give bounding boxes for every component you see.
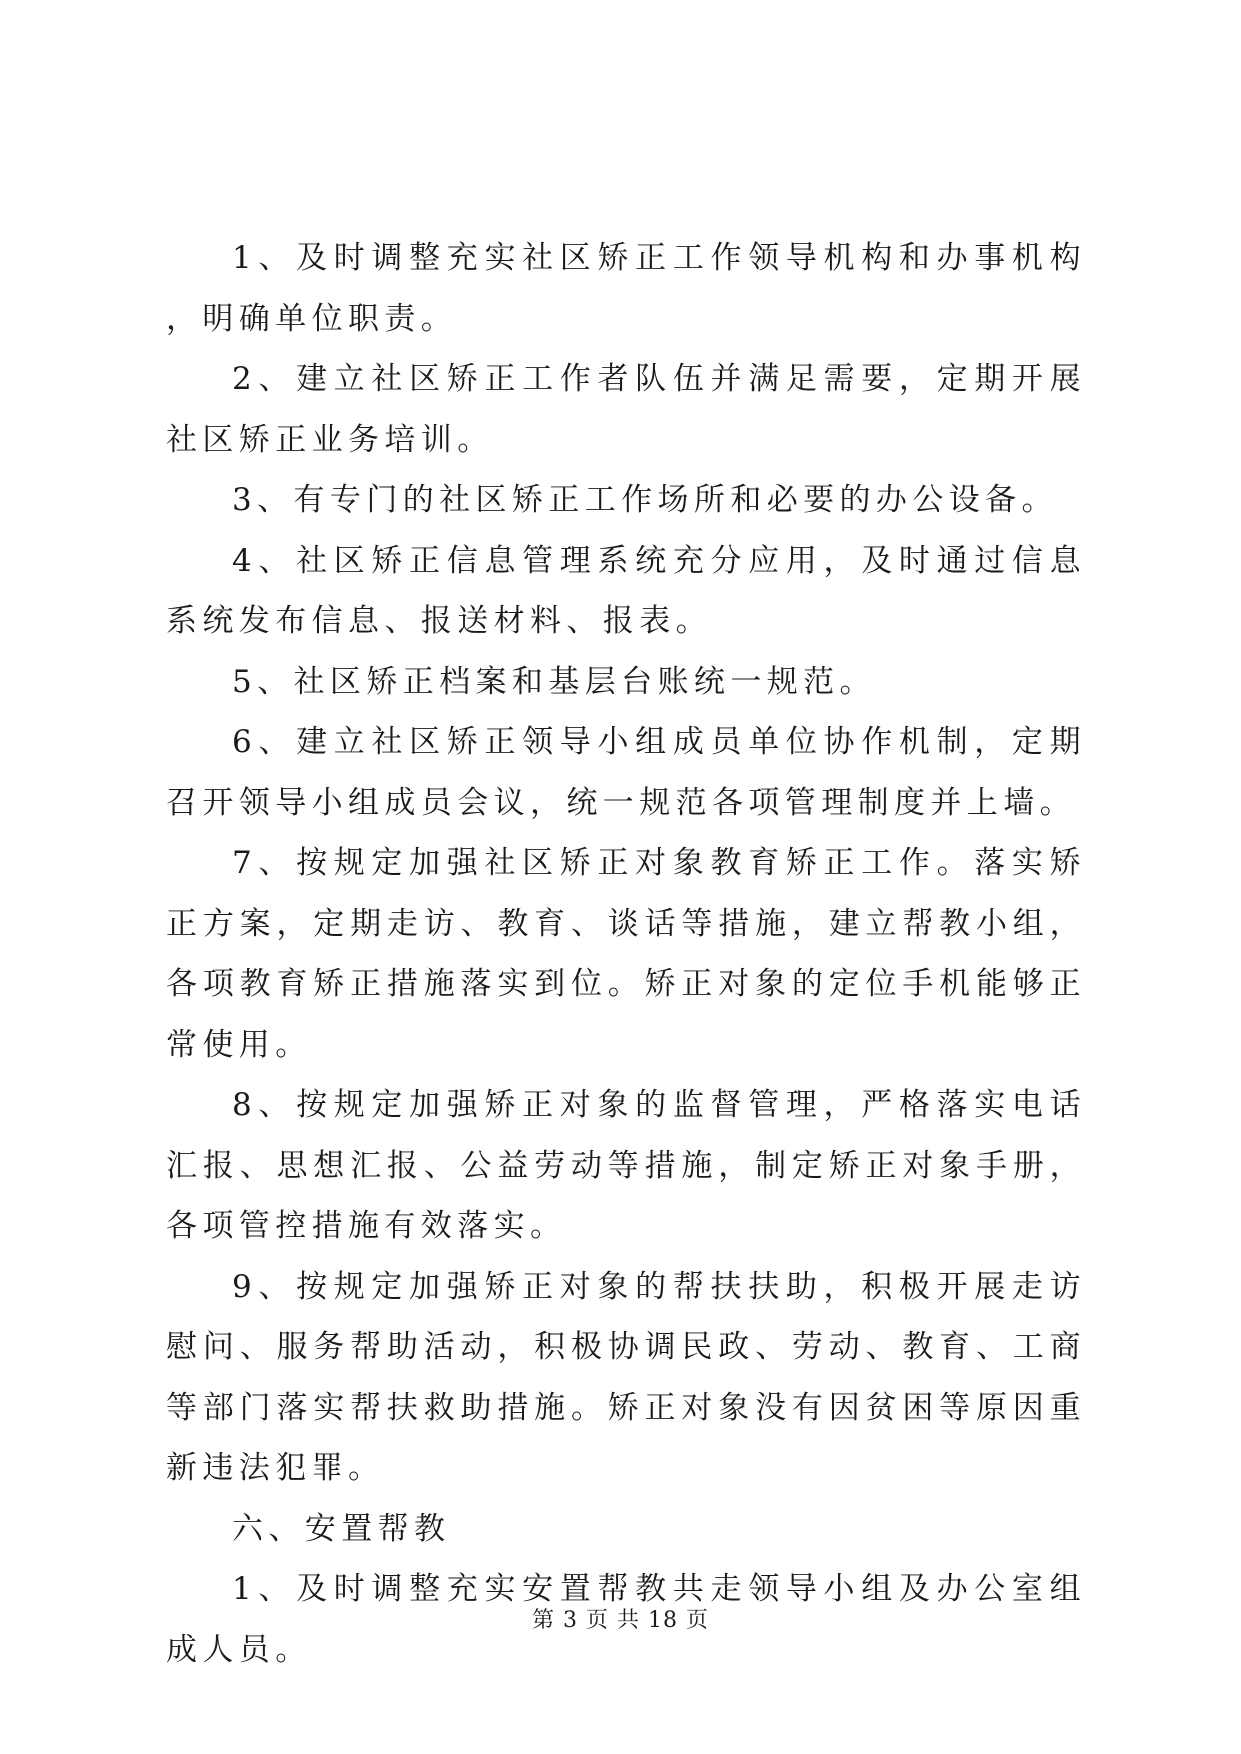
paragraph-item-4: 4、社区矫正信息管理系统充分应用，及时通过信息系统发布信息、报送材料、报表。 xyxy=(166,542,1086,639)
paragraph-item-8: 8、按规定加强矫正对象的监督管理，严格落实电话汇报、思想汇报、公益劳动等措施，制定矫正对象手册，各项管控措施有效落实。 xyxy=(166,1087,1086,1244)
page-footer: 第 3 页 共 18 页 xyxy=(532,1608,709,1633)
paragraph-item-6: 6、建立社区矫正领导小组成员单位协作机制，定期召开领导小组成员会议，统一规范各项管理制度并上墙。 xyxy=(166,724,1086,821)
paragraph-item-7: 7、按规定加强社区矫正对象教育矫正工作。落实矫正方案，定期走访、教育、谈话等措施，建立帮教小组，各项教育矫正措施落实到位。矫正对象的定位手机能够正常使用。 xyxy=(166,845,1086,1063)
paragraph-item-5: 5、社区矫正档案和基层台账统一规范。 xyxy=(232,663,876,700)
paragraph-item-1: 1、及时调整充实社区矫正工作领导机构和办事机构，明确单位职责。 xyxy=(166,240,1086,337)
paragraph-item-9: 9、按规定加强矫正对象的帮扶扶助，积极开展走访慰问、服务帮助活动，积极协调民政、劳动、教育、工商等部门落实帮扶救助措施。矫正对象没有因贫困等原因重新违法犯罪。 xyxy=(166,1268,1086,1486)
paragraph-item-3: 3、有专门的社区矫正工作场所和必要的办公设备。 xyxy=(232,482,1058,518)
paragraph-item-2: 2、建立社区矫正工作者队伍并满足需要，定期开展社区矫正业务培训。 xyxy=(166,361,1086,458)
document-body xyxy=(166,228,1086,1680)
paragraph-item-10: 1、及时调整充实安置帮教共走领导小组及办公室组成人员。 xyxy=(166,1571,1086,1668)
section-heading: 六、安置帮教 xyxy=(232,1510,451,1547)
